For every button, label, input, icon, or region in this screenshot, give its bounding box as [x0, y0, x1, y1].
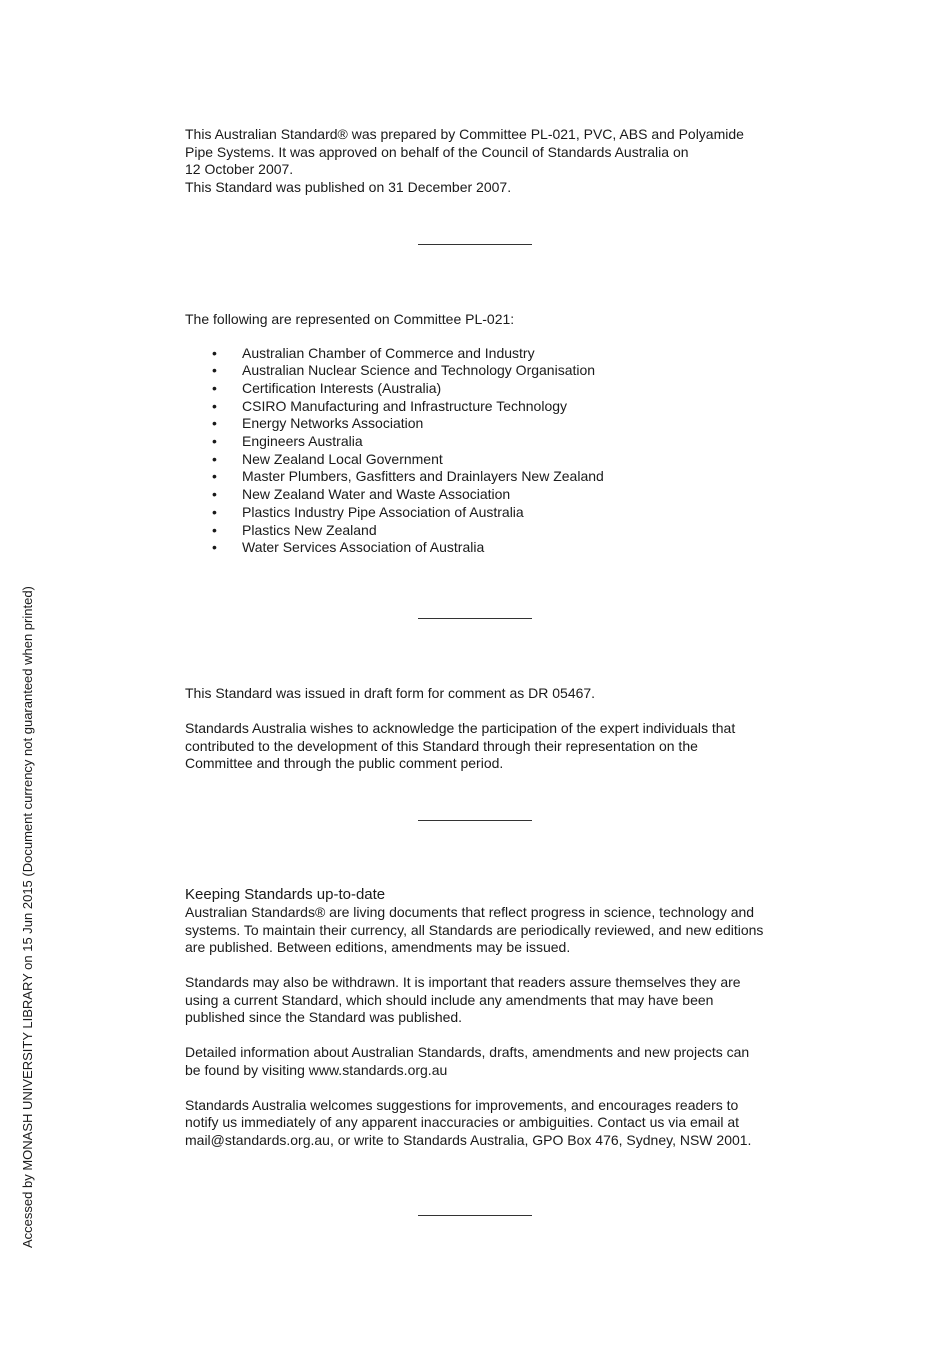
acknowledgement-line: contributed to the development of this Standard through their representation on the [185, 737, 698, 754]
paragraph-line: are published. Between editions, amendments may be issued. [185, 939, 571, 955]
bullet-icon: • [212, 379, 217, 396]
acknowledgement-line: Committee and through the public comment period. [185, 755, 504, 771]
paragraph-line: mail@standards.org.au, or write to Standards Australia, GPO Box 476, Sydney, NSW 2001. [185, 1131, 752, 1148]
committee-member-name: Australian Nuclear Science and Technology Organisation [242, 362, 596, 379]
committee-member-name: Master Plumbers, Gasfitters and Drainlayers New Zealand [242, 468, 604, 485]
preparation-line: Pipe Systems. It was approved on behalf of the Council of Standards Australia on [185, 143, 689, 160]
paragraph [185, 974, 770, 1027]
bullet-icon: • [212, 486, 217, 503]
committee-section [185, 311, 770, 557]
committee-member-name: Plastics Industry Pipe Association of Australia [242, 503, 524, 520]
section-divider [418, 820, 532, 821]
paragraph [185, 1044, 770, 1079]
paragraph [185, 904, 770, 957]
preparation-line: This Australian Standard® was prepared by Committee PL-021, PVC, ABS and Polyamide [185, 126, 744, 142]
acknowledgement-line: Standards Australia wishes to acknowledge the participation of the expert individuals that [185, 720, 736, 736]
paragraph-line: Standards may also be withdrawn. It is important that readers assure themselves they are [185, 974, 741, 990]
committee-member-item [185, 362, 770, 380]
committee-member-item [185, 415, 770, 433]
bullet-icon: • [212, 433, 217, 450]
access-watermark: Accessed by MONASH UNIVERSITY LIBRARY on 15 Jun 2015 (Document currency not guaranteed when printed) [20, 586, 35, 1248]
committee-member-name: Energy Networks Association [242, 415, 424, 432]
committee-member-item [185, 345, 770, 363]
committee-member-name: Engineers Australia [242, 433, 363, 450]
draft-issued-statement: This Standard was issued in draft form for comment as DR 05467. [185, 685, 596, 701]
publication-date-line: This Standard was published on 31 December 2007. [185, 178, 512, 195]
committee-member-name: CSIRO Manufacturing and Infrastructure Technology [242, 397, 568, 414]
paragraph [185, 1097, 770, 1150]
paragraph-line: Detailed information about Australian Standards, drafts, amendments and new projects can [185, 1044, 750, 1060]
bullet-icon: • [212, 539, 217, 556]
committee-member-name: Australian Chamber of Commerce and Industry [242, 344, 535, 361]
paragraph-line: using a current Standard, which should include any amendments that may have been [185, 991, 714, 1008]
bullet-icon: • [212, 344, 217, 361]
section-divider [418, 244, 532, 245]
committee-intro: The following are represented on Committee PL-021: [185, 311, 515, 327]
committee-member-item [185, 468, 770, 486]
committee-member-item [185, 504, 770, 522]
paragraph-line: Standards Australia welcomes suggestions for improvements, and encourages readers to [185, 1096, 739, 1113]
committee-member-item [185, 380, 770, 398]
preparation-line: 12 October 2007. [185, 161, 294, 177]
paragraph-line: systems. To maintain their currency, all Standards are periodically reviewed, and new editions [185, 921, 764, 938]
section-heading: Keeping Standards up-to-date [185, 886, 386, 903]
committee-member-list [185, 345, 770, 557]
section-divider [418, 618, 532, 619]
preparation-statement [185, 126, 770, 196]
paragraph-line: be found by visiting www.standards.org.au [185, 1061, 448, 1078]
paragraph-line: Australian Standards® are living documents that reflect progress in science, technology and [185, 904, 755, 920]
committee-member-name: Plastics New Zealand [242, 521, 377, 538]
paragraph-line: notify us immediately of any apparent inaccuracies or ambiguities. Contact us via email at [185, 1114, 740, 1130]
committee-member-name: New Zealand Local Government [242, 450, 443, 467]
section-divider [418, 1215, 532, 1216]
committee-member-name: Certification Interests (Australia) [242, 379, 442, 396]
committee-member-item [185, 522, 770, 540]
bullet-icon: • [212, 397, 217, 414]
bullet-icon: • [212, 450, 217, 467]
bullet-icon: • [212, 415, 217, 432]
committee-member-item [185, 398, 770, 416]
bullet-icon: • [212, 521, 217, 538]
committee-member-item [185, 539, 770, 557]
committee-member-item [185, 433, 770, 451]
committee-member-item [185, 451, 770, 469]
bullet-icon: • [212, 503, 217, 520]
bullet-icon: • [212, 468, 217, 485]
keeping-standards-section [185, 886, 770, 1167]
committee-member-name: Water Services Association of Australia [242, 539, 485, 556]
paragraph-line: published since the Standard was published. [185, 1009, 463, 1025]
bullet-icon: • [212, 362, 217, 379]
committee-member-name: New Zealand Water and Waste Association [242, 486, 511, 503]
committee-member-item [185, 486, 770, 504]
draft-section [185, 685, 770, 773]
